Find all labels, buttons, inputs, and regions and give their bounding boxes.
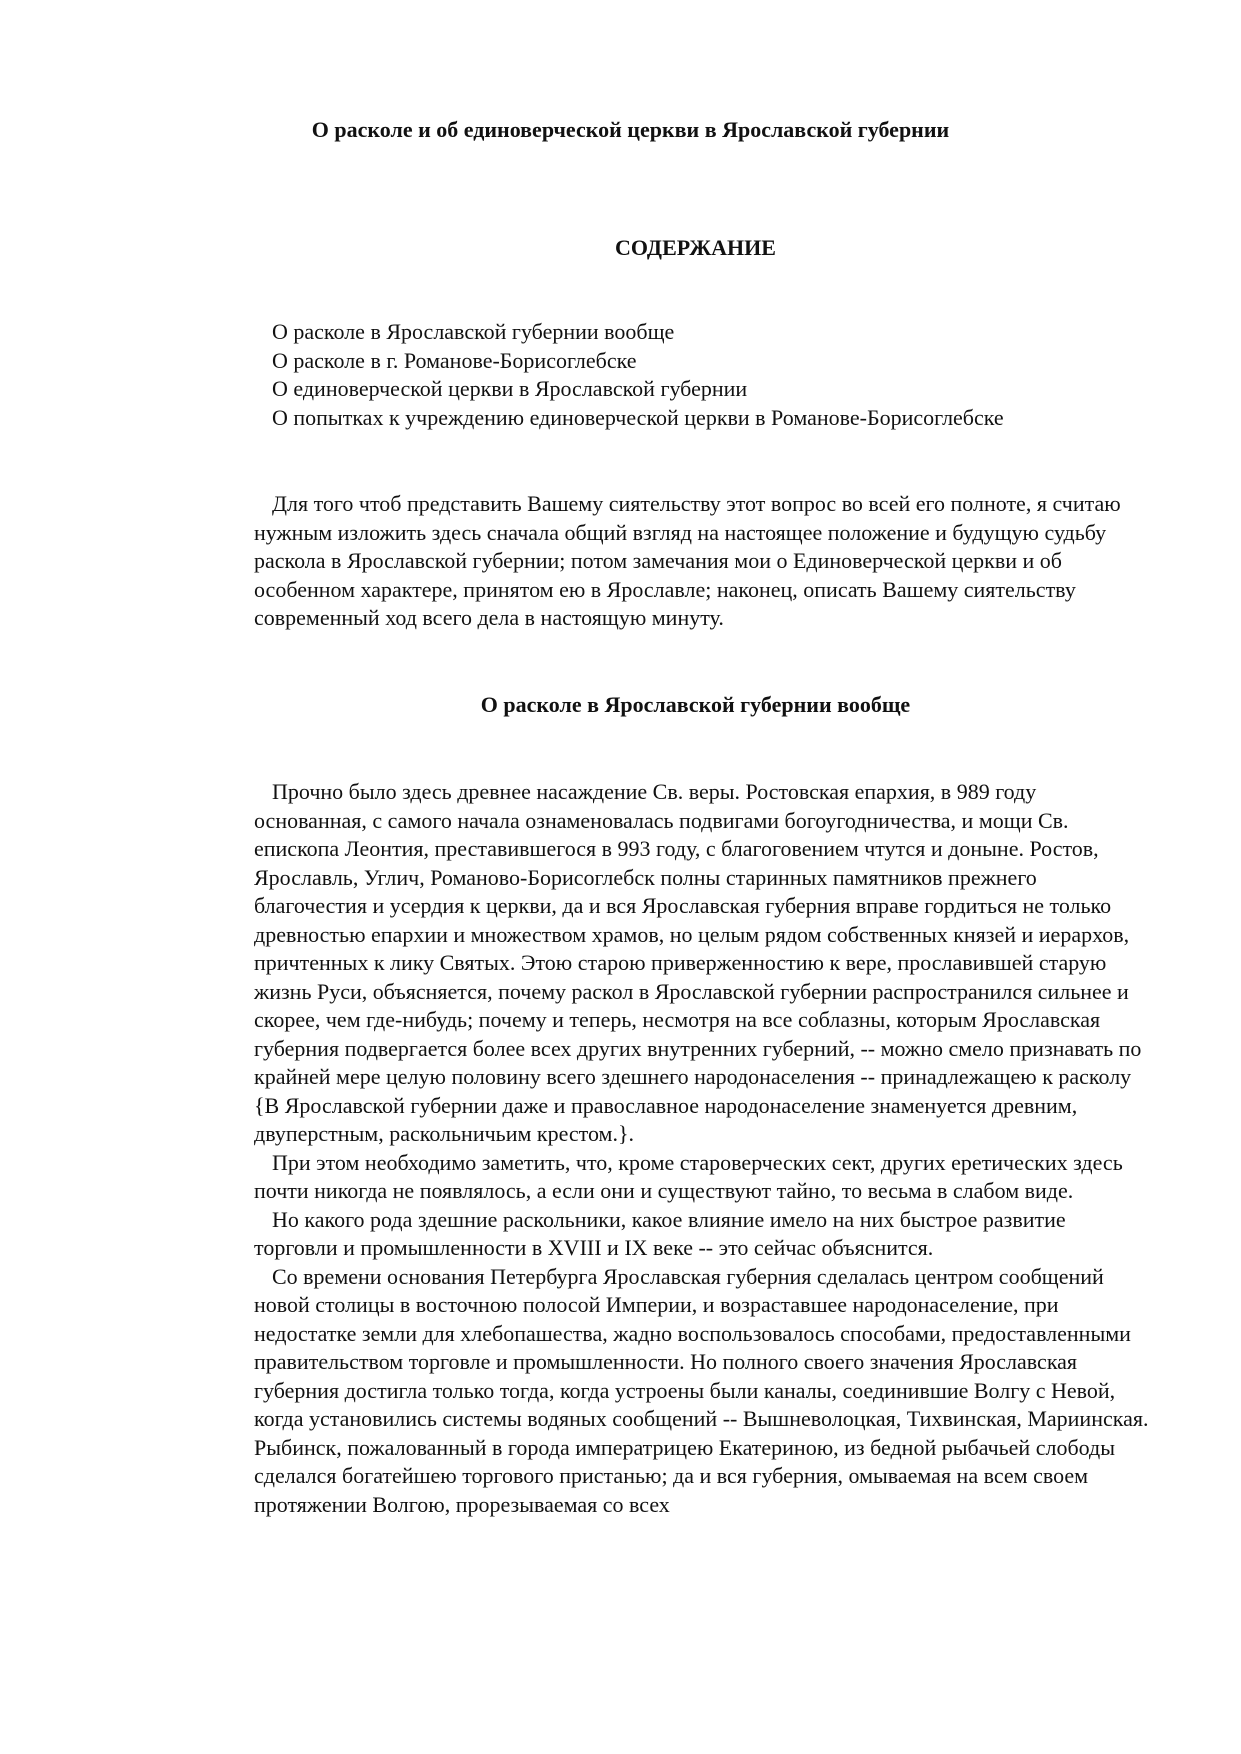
toc-item: О попытках к учреждению единоверческой церкви в Романове-Борисоглебске — [272, 404, 1004, 430]
section-paragraph: Прочно было здесь древнее насаждение Св. веры. Ростовская епархия, в 989 году основанная, с самого начала ознаменовалась подвигами богоугодничества, и мощи Св. епископа Леонтия, преставившегося в 993 году, с благоговением чтутся и доныне. Ростов, Ярославль, Углич, Романово-Борисоглебск полны старинных памятников прежнего благочестия и усердия к церкви, да и вся Ярославская губерния вправе гордиться не только древностью епархии и множеством храмов, но целым рядом собственных князей и иерархов, причтенных к лику Святых. Этою старою приверженностию к вере, прославившей старую жизнь Руси, объясняется, почему раскол в Ярославской губернии распространился сильнее и скорее, чем где-нибудь; почему и теперь, несмотря на все соблазны, которым Ярославская губерния подвергается более всех других внутренних губерний, -- можно смело признавать по крайней мере целую половину всего здешнего народонаселения -- принадлежащею к расколу {В Ярославской губернии даже и православное народонаселение знаменуется древним, двуперстным, раскольничьим крестом.}. — [254, 779, 1142, 1146]
section-paragraph: Но какого рода здешние раскольники, какое влияние имело на них быстрое развитие торговли и промышленности в XVIII и IX веке -- это сейчас объяснится. — [254, 1206, 1066, 1260]
table-of-contents — [272, 318, 1172, 432]
toc-item: О расколе в г. Романове-Борисоглебске — [272, 347, 637, 373]
section-paragraph: При этом необходимо заметить, что, кроме староверческих сект, других еретических здесь почти никогда не появлялось, а если они и существуют тайно, то весьма в слабом виде. — [254, 1149, 1123, 1203]
document-title: О расколе и об единоверческой церкви в Ярославской губернии — [311, 117, 950, 142]
section-paragraph: Со времени основания Петербурга Ярославская губерния сделалась центром сообщений новой столицы в восточною полосой Империи, и возраставшее народонаселение, при недостатке земли для хлебопашества, жадно воспользовалось способами, предоставленными правительством торговле и промышленности. Но полного своего значения Ярославская губерния достигла только тогда, когда устроены были каналы, соединившие Волгу с Невой, когда установились системы водяных сообщений -- Вышневолоцкая, Тихвинская, Мариинская. Рыбинск, пожалованный в города императрицею Екатериною, из бедной рыбачьей слободы сделался богатейшею торгового пристанью; да и вся губерния, омываемая на всем своем протяжении Волгою, прорезываемая со всех — [254, 1263, 1149, 1517]
intro-block — [254, 490, 1154, 633]
intro-paragraph: Для того чтоб представить Вашему сиятельству этот вопрос во всей его полноте, я считаю нужным изложить здесь сначала общий взгляд на настоящее положение и будущую судьбу раскола в Ярославской губернии; потом замечания мои о Единоверческой церкви и об особенном характере, принятом ею в Ярославле; наконец, описать Вашему сиятельству современный ход всего дела в настоящую минуту. — [254, 491, 1121, 630]
section-heading: О расколе в Ярославской губернии вообще — [480, 692, 911, 717]
toc-item: О единоверческой церкви в Ярославской губернии — [272, 376, 748, 401]
section-body — [254, 778, 1154, 1519]
contents-heading: СОДЕРЖАНИЕ — [615, 235, 776, 260]
toc-item: О расколе в Ярославской губернии вообще — [272, 319, 675, 344]
